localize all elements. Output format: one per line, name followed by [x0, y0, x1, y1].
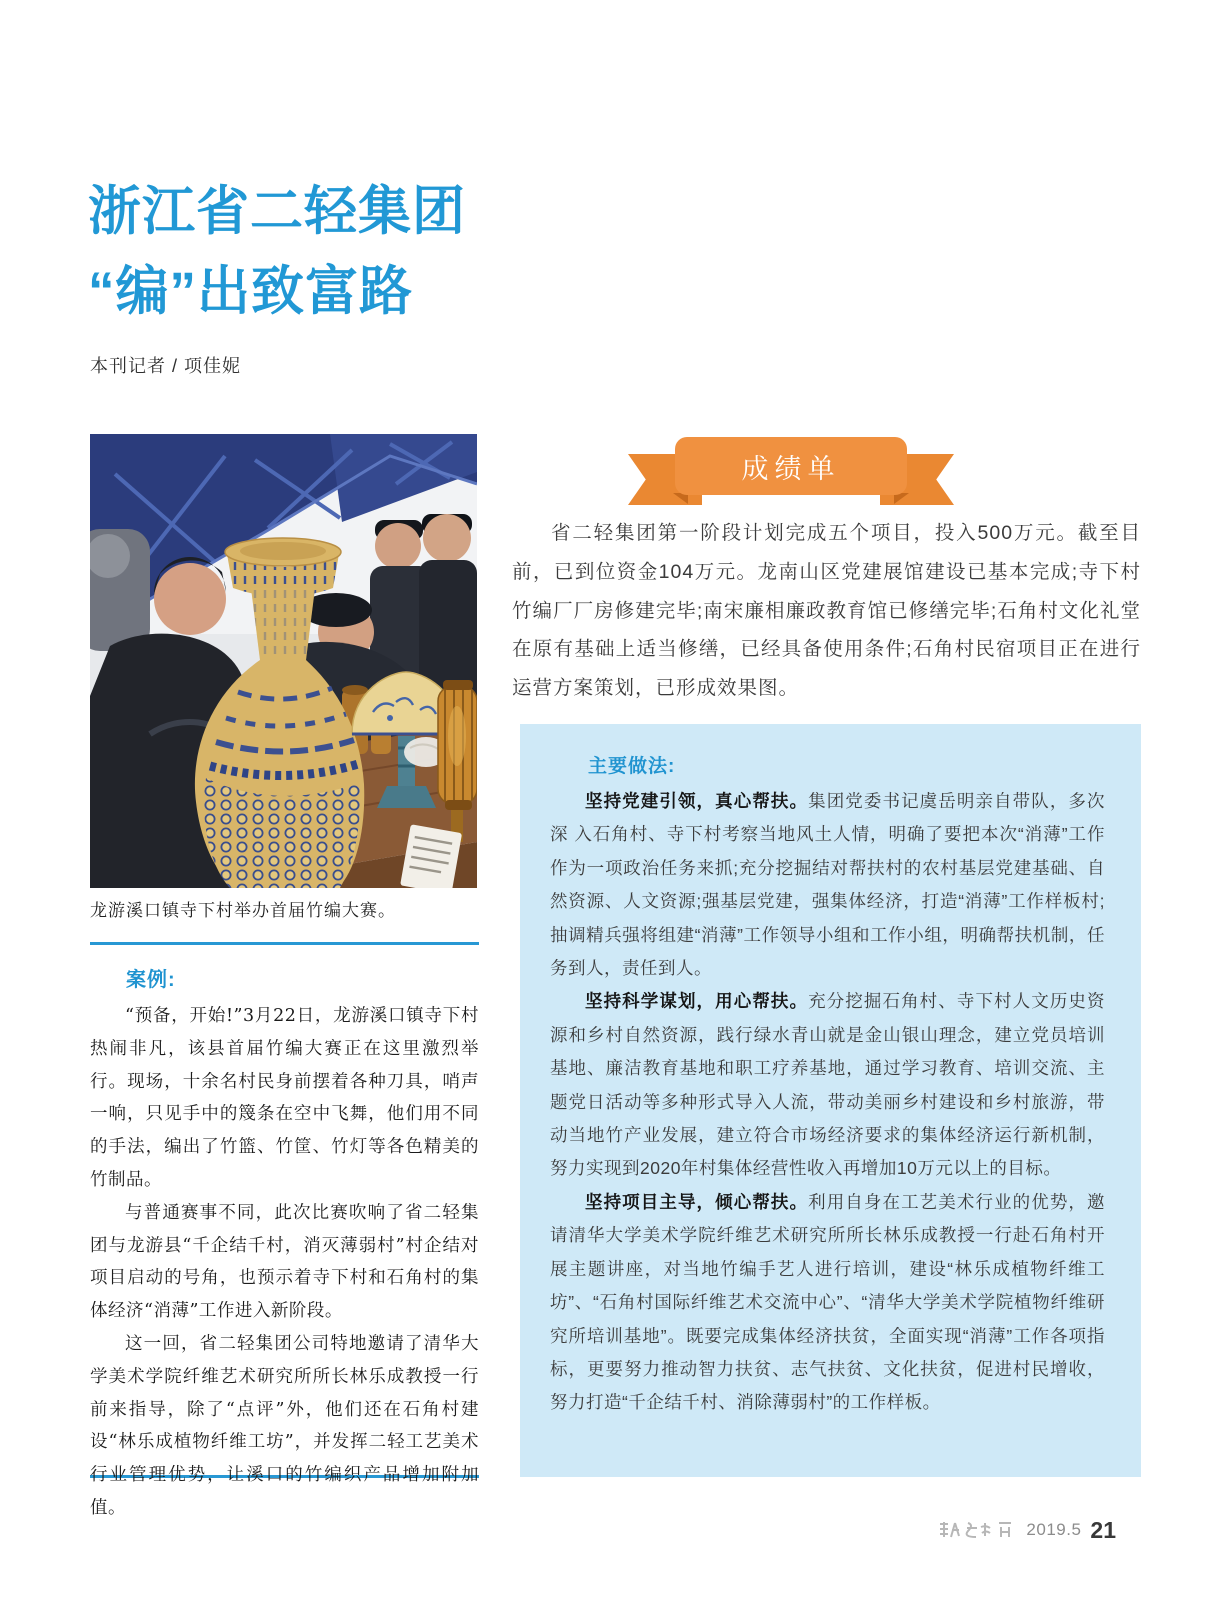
practice-body: 集团党委书记虞岳明亲自带队，多次深 入石角村、寺下村考察当地风土人情，明确了要把本次“消薄”工作作为一项政治任务来抓;充分挖掘结对帮扶村的农村基层党建基础、自然资源、人文资源;强基层党建，强集体经济，打造“消薄”工作样板村;抽调精兵强将组建“消薄”工作领导小组和工作小组，明确帮扶机制，任务到人，责任到人。 — [550, 791, 1106, 979]
photo-caption: 龙游溪口镇寺下村举办首届竹编大赛。 — [90, 901, 396, 921]
photo-bamboo-competition — [90, 434, 477, 888]
practice-lead: 坚持党建引领，真心帮扶。 — [585, 791, 809, 811]
footer-issue: 2019.5 — [1026, 1520, 1082, 1539]
page-footer — [880, 1514, 1116, 1546]
practices-box — [520, 724, 1141, 1477]
practice-body: 利用自身在工艺美术行业的优势，邀请清华大学美术学院纤维艺术研究所所长林乐成教授一行赴石角村开展主题讲座，对当地竹编手艺人进行培训，建设“林乐成植物纤维工坊”、“石角村国际纤维艺术交流中心”、“清华大学美术学院植物纤维研究所培训基地”。既要完成集体经济扶贫，全面实现“消薄”工作各项指标，更要努力推动智力扶贫、志气扶贫、文化扶贫，促进村民增收，努力打造“千企结千村、消除薄弱村”的工作样板。 — [550, 1191, 1106, 1413]
case-paragraph: 这一回，省二轻集团公司特地邀请了清华大学美术学院纤维艺术研究所所长林乐成教授一行前来指导，除了“点评”外，他们还在石角村建设“林乐成植物纤维工坊”，并发挥二轻工艺美术行业管理优势，让溪口的竹编织产品增加附加值。 — [90, 1333, 479, 1518]
photo-illustration — [90, 434, 477, 888]
practice-lead: 坚持项目主导，倾心帮扶。 — [585, 1191, 809, 1212]
case-paragraph: “预备，开始!”3月22日，龙游溪口镇寺下村热闹非凡，该县首届竹编大赛正在这里激烈举行。现场，十余名村民身前摆着各种刀具，哨声一响，只见手中的篾条在空中飞舞，他们用不同的手法，编出了竹篮、竹筐、竹灯等各色精美的竹制品。 — [90, 1006, 479, 1190]
divider-top — [90, 942, 479, 945]
case-paragraph: 与普通赛事不同，此次比赛吹响了省二轻集团与龙游县“千企结千村，消灭薄弱村”村企结对项目启动的号角，也预示着寺下村和石角村的集体经济“消薄”工作进入新阶段。 — [90, 1202, 479, 1322]
footer-page-number: 21 — [1090, 1516, 1116, 1543]
magazine-logotype-icon — [937, 1519, 1017, 1541]
scorecard-banner-label: 成绩单 — [675, 437, 907, 495]
article-title — [88, 172, 466, 332]
article-title-line1: 浙江省二轻集团 — [88, 182, 466, 241]
scorecard-intro: 省二轻集团第一阶段计划完成五个项目，投入500万元。截至目前，已到位资金104万元。龙南山区党建展馆建设已基本完成;寺下村竹编厂厂房修建完毕;南宋廉相廉政教育馆已修缮完毕;石角村文化礼堂在原有基础上适当修缮，已经具备使用条件;石角村民宿项目正在进行运营方案策划，已形成效果图。 — [512, 522, 1141, 700]
sign-card — [400, 824, 462, 888]
article-title-line2: “编”出致富路 — [88, 262, 413, 321]
practice-item — [550, 985, 1105, 1185]
byline: 本刊记者 / 项佳妮 — [90, 356, 242, 376]
practice-body: 充分挖掘石角村、寺下村人文历史资源和乡村自然资源，践行绿水青山就是金山银山理念，建立党员培训基地、廉洁教育基地和职工疗养基地，通过学习教育、培训交流、主题党日活动等多种形式导入人流，带动美丽乡村建设和乡村旅游，带动当地竹产业发展，建立符合市场经济要求的集体经济运行新机制，努力实现到2020年村集体经营性收入再增加10万元以上的目标。 — [550, 991, 1106, 1179]
scorecard-ribbon — [628, 437, 954, 509]
practices-heading: 主要做法: — [588, 756, 676, 777]
practice-item — [550, 785, 1105, 985]
case-body — [90, 1000, 479, 1525]
practice-item — [550, 1186, 1105, 1420]
case-heading: 案例: — [126, 969, 176, 991]
practice-lead: 坚持科学谋划，用心帮扶。 — [585, 991, 809, 1012]
